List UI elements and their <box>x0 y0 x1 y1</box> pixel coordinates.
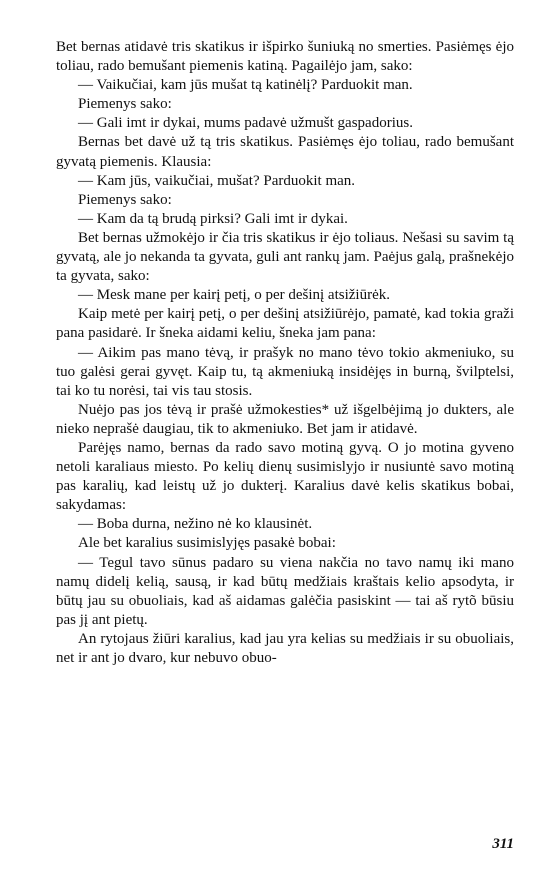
page-body <box>56 38 514 668</box>
paragraph: An rytojaus žiūri karalius, kad jau yra kelias su medžiais ir su obuoliais, net ir ant jo dvaro, kur nebuvo obuo- <box>56 630 514 666</box>
paragraph: — Aikim pas mano tėvą, ir prašyk no mano tėvo tokio akmeniuko, su tuo galėsi gerai gyvęt. Kaip tu, tą akmeniuką insidėjęs in burną, švilptelsi, tai ko tu norėsi, tai vis tau stosis. <box>56 344 514 399</box>
paragraph: Bet bernas užmokėjo ir čia tris skatikus ir ėjo toliaus. Nešasi su savim tą gyvatą, ale jo nekanda ta gyvata, guli ant rankų jam. Paėjus galą, prašnekėjo ta gyvata, sako: <box>56 229 514 285</box>
paragraph: Parėjęs namo, bernas da rado savo motiną gyvą. O jo motina gyveno netoli karaliaus miesto. Po kelių dienų susimislyjo ir nusiuntė savo motiną pas karalių, kad leistų už jo dukterį. Karalius davė kelis skatikus bobai, sakydamas: <box>56 439 514 514</box>
paragraph: — Vaikučiai, kam jūs mušat tą katinėlį? Parduokit man. <box>78 77 413 94</box>
paragraph: Piemenys sako: <box>78 191 172 208</box>
paragraph: Ale bet karalius susimislyjęs pasakė bobai: <box>78 535 336 552</box>
paragraph: — Boba durna, nežino nė ko klausinėt. <box>78 516 313 533</box>
paragraph: Kaip metė per kairį petį, o per dešinį atsižiūrėjo, pamatė, kad tokia graži pana pasidarė. Ir šneka aidami keliu, šneka jam pana: <box>56 306 514 342</box>
paragraph: Nuėjo pas jos tėvą ir prašė užmokesties* už išgelbėjimą jo dukters, ale nieko neprašė daugiau, tik to akmeniuko. Bet jam ir atidavė. <box>56 401 514 437</box>
paragraph: Bernas bet davė už tą tris skatikus. Pasiėmęs ėjo toliau, rado bemušant gyvatą piemenis. Klausia: <box>56 134 514 170</box>
paragraph: Piemenys sako: <box>78 96 172 113</box>
paragraph: — Gali imt ir dykai, mums padavė užmušt gaspadorius. <box>78 115 413 132</box>
paragraph: — Kam da tą brudą pirksi? Gali imt ir dykai. <box>78 210 348 227</box>
paragraph: Bet bernas atidavė tris skatikus ir išpirko šuniuką no smerties. Pasiėmęs ėjo toliau, rado bemušant piemenis katiną. Pagailėjo jam, sako: <box>56 39 514 75</box>
paragraph: — Tegul tavo sūnus padaro su viena nakčia no tavo namų iki mano namų didelį kelią, sausą, ir kad būtų medžiais kraštais kelio apsodyta, ir būtų jau su obuoliais, kad aš aidamas galėčia pasiskint — tai aš rytõ būsiu pas jį ant pietų. <box>56 554 514 628</box>
paragraph: — Kam jūs, vaikučiai, mušat? Parduokit man. <box>78 172 356 189</box>
paragraph: — Mesk mane per kairį petį, o per dešinį atsižiūrėk. <box>78 287 390 304</box>
page-number: 311 <box>492 836 514 852</box>
